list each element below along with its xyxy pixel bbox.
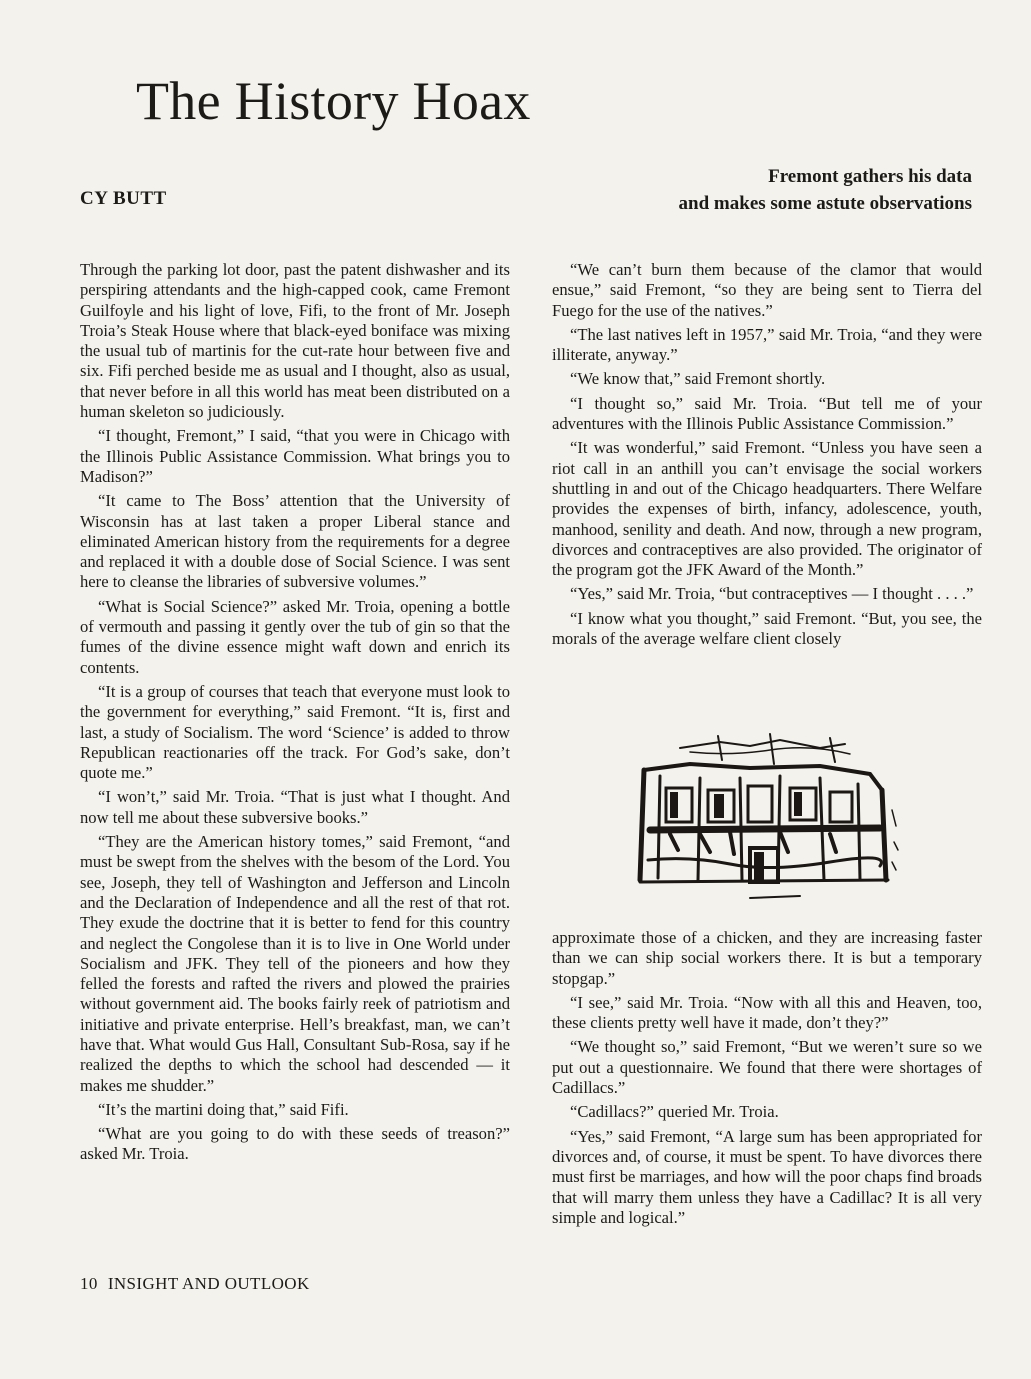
paragraph: “I see,” said Mr. Troia. “Now with all this and Heaven, too, these clients pretty well have it made, don’t they?”	[552, 992, 982, 1033]
paragraph: approximate those of a chicken, and they are increasing faster than we can ship social workers there. It is but a temporary stopgap.”	[552, 928, 982, 988]
paragraph: “What is Social Science?” asked Mr. Troia, opening a bottle of vermouth and passing it gently over the tub of gin so that the fumes of the divine essence might waft down and enrich its contents.	[80, 596, 510, 677]
page-number: 10	[80, 1274, 98, 1293]
paragraph: “I thought, Fremont,” I said, “that you were in Chicago with the Illinois Public Assistance Commission. What brings you to Madison?”	[80, 426, 510, 486]
paragraph: “Yes,” said Mr. Troia, “but contraceptives — I thought . . . .”	[570, 584, 974, 604]
paragraph: “They are the American history tomes,” said Fremont, “and must be swept from the shelves with the besom of the Lord. You see, Joseph, they tell of Washington and Jefferson and Lincoln and the Declaration of Independence and all the rest of that rot. They exude the doctrine that it is better to fend for this country and neglect the Congolese than it is to live in One World under Socialism and JFK. They tell of the pioneers and how they felled the forests and rafted the rivers and plowed the prairies without government aid. The books fairly reek of patriotism and initiative and private enterprise. Hell’s breakfast, man, we can’t have that. What would Gus Hall, Consultant Sub-Rosa, say if he realized the depths to which the school had descended — it makes me shudder.”	[80, 832, 510, 1095]
article-subhead	[552, 163, 972, 217]
paragraph: “It is a group of courses that teach that everyone must look to the government for everything,” said Fremont. “It is, first and last, a study of Socialism. The word ‘Science’ is added to throw Republican reactionaries off the track. For God’s sake, don’t quote me.”	[80, 681, 510, 783]
paragraph: “It came to The Boss’ attention that the University of Wisconsin has at last taken a proper Liberal stance and eliminated American history from the requirements for a degree and replaced it with a double dose of Social Science. I was sent here to cleanse the libraries of subversive volumes.”	[80, 491, 510, 592]
paragraph: “It was wonderful,” said Fremont. “Unless you have seen a riot call in an anthill you can’t envisage the social workers shuttling in and out of the Chicago headquarters. There Welfare provides the expenses of birth, infancy, adolescence, youth, manhood, senility and death. And now, through a new program, divorces and contraceptives are also provided. The originator of the program got the JFK Award of the Month.”	[552, 438, 982, 580]
article-title: The History Hoax	[136, 71, 531, 131]
subhead-line-1: Fremont gathers his data	[768, 166, 972, 187]
paragraph: “I won’t,” said Mr. Troia. “That is just what I thought. And now tell me about these subversive books.”	[80, 787, 510, 827]
paragraph: Through the parking lot door, past the patent dishwasher and its perspiring attendants and the high-capped cook, came Fremont Guilfoyle and his light of love, Fifi, to the front of Mr. Joseph Troia’s Steak House where that black-eyed boniface was mixing the usual tub of martinis for the cut-rate hour between five and six. Fifi perched beside me as usual and I thought, also as usual, that never before in all this world has meat been distributed on a human skeleton so judiciously.	[80, 260, 510, 422]
paragraph: “We can’t burn them because of the clamor that would ensue,” said Fremont, “so they are being sent to Tierra del Fuego for the use of the natives.”	[552, 260, 982, 320]
paragraph: “We thought so,” said Fremont, “But we weren’t sure so we put out a questionnaire. We found that there were shortages of Cadillacs.”	[552, 1037, 982, 1098]
paragraph: “It’s the martini doing that,” said Fifi.	[98, 1099, 349, 1119]
paragraph: “I thought so,” said Mr. Troia. “But tell me of your adventures with the Illinois Public Assistance Commission.”	[552, 393, 982, 434]
subhead-line-2: and makes some astute observations	[678, 193, 972, 214]
paragraph: “The last natives left in 1957,” said Mr. Troia, “and they were illiterate, anyway.”	[552, 324, 982, 365]
right-column-top	[552, 260, 982, 653]
paragraph: “Cadillacs?” queried Mr. Troia.	[570, 1102, 779, 1122]
page-footer	[80, 1274, 320, 1294]
left-column	[80, 260, 510, 1169]
paragraph: “We know that,” said Fremont shortly.	[570, 369, 826, 389]
storefront-sketch-illustration	[630, 730, 910, 910]
paragraph: “I know what you thought,” said Fremont. “But, you see, the morals of the average welfare client closely	[552, 608, 982, 649]
paragraph: “Yes,” said Fremont, “A large sum has been appropriated for divorces and, of course, it must be spent. To have divorces there must first be marriages, and how will the poor chaps find broads that will marry them unless they have a Cadillac? It is all very simple and logical.”	[552, 1126, 982, 1227]
ink-sketch-storefront-icon	[630, 730, 910, 910]
author-byline: CY BUTT	[80, 188, 167, 209]
right-column-bottom	[552, 928, 982, 1232]
publication-name: INSIGHT AND OUTLOOK	[107, 1274, 310, 1293]
paragraph: “What are you going to do with these seeds of treason?” asked Mr. Troia.	[80, 1124, 510, 1164]
